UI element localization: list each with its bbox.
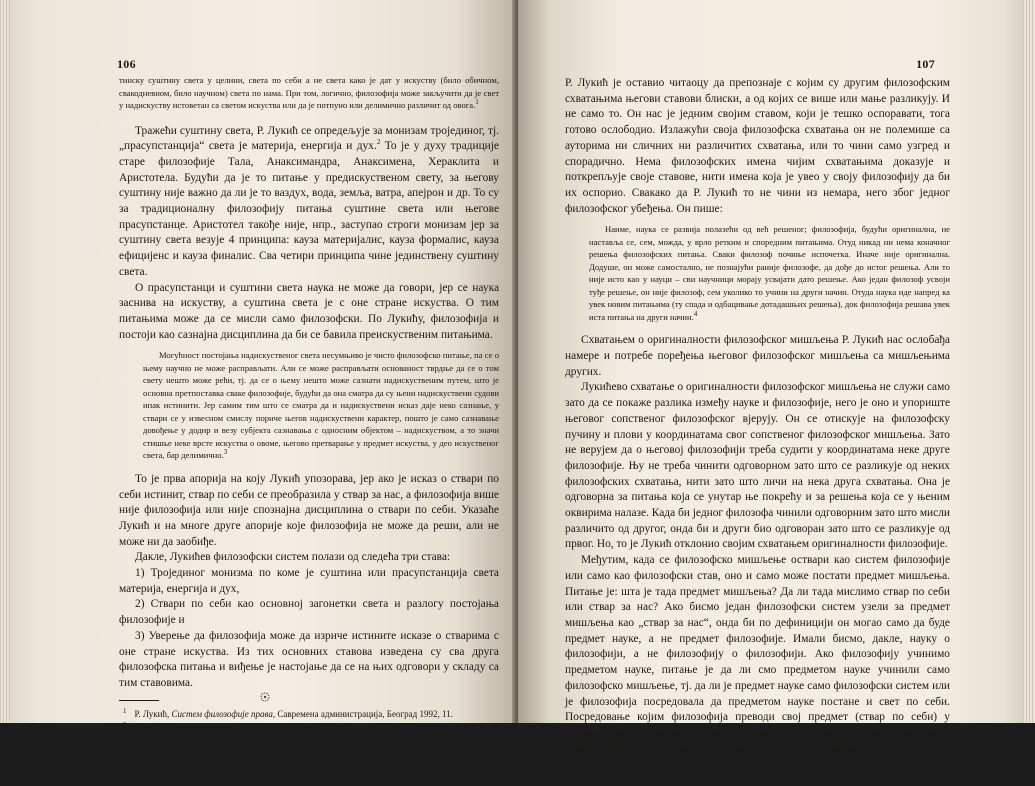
paragraph-4: Дакле, Лукићев филозофски систем полази од следећа три става: <box>135 551 451 564</box>
footnote-title: Систем филозофије права <box>171 708 273 719</box>
right-text-column <box>565 76 950 786</box>
block-quote-left-text: Могућност постојања надискуственог света несумњиво је чисто филозофско питање, па се о њему научно не може расправљати. Али се може расправљати основаност тврдње да се о том свету нешто може рећи, тј. да се о њему нешто може сазнати надискуственим путем, што је основна претпоставка сваке филозофије, будући да она сматра да су њени надискуствени судови ипак истинити. Јер самим тим што се сматра да и надискуствени исказ даје неко сазнање, у ствари се у извесном смислу пориче његов надискуствени карактер, пошто је само сазнавање довођење у додир и везу субјекта сазнавања с односним објектом – надискуством, а то значи стишње неке врсте искуства о овоме, његово претварање у предмет искуства, у део искуственог света, бар делимично. <box>143 350 499 461</box>
paragraph-3: То је прва апорија на коју Лукић упозорава, јер ако је исказ о ствари по себи истинит, ствар по себи се преобразила у ствар за нас, а филозофија више није филозофија или није спознајна дисциплина о ствари по себи. Указаће Лукић и на многе друге апорије које филозофија не може да реши, али не може ни да заобиђе. <box>119 472 499 548</box>
left-text-column <box>119 74 499 749</box>
footnote-ref-3: 3 <box>223 448 228 457</box>
right-page <box>518 0 1035 785</box>
paragraph-3: Лукићево схватање о оригиналности филозофског мишљења не служи само зато да се покаже разлика између науке и филозофије, него је оно и упориште његовог сопственог филозофског вјерују. Он се отискује на филозофску пучину и плови у координатама свог сопственог филозофског мишљења. Зато не верујем да о његовој филозофији треба судити у координатама неке друге филозофије. Њу не треба чинити одговорном зато што се разликује од неких филозофских схватања, нити зато што личи на нека друга схватања. Она је одговорна за питања која се унутар ње покрећу и за решења која се у њеним оквирима налазе. Када би једног филозофа чинили одговорним зато што мисли различито од другог, онда би и други био одговоран зато што се разликује од првог. Но, то је Лукић отклонио својим схватањем оригиналности филозофије. <box>565 381 950 551</box>
footnote-number: 1 <box>123 706 127 715</box>
block-quote-right <box>565 223 950 323</box>
footnote-text: Исто, 17. <box>134 736 170 747</box>
list-item-2: 2) Ствари по себи као основној загонетки света и разлогу постојања филозофије и <box>119 598 499 627</box>
footnote-text: Исто, 71-86. <box>134 722 182 733</box>
paragraph-4: Међутим, када се филозофско мишљење оствари као систем филозофије или само као филозофски став, оно и само може постати предмет мишљења. Питање је: шта је тада предмет мишљења? Да ли тада мислимо ствар по себи или ствар за нас? Ако бисмо један филозофски систем узели за предмет мишљења као „ствар за нас“, онда би по дефиницији он могао само да буде предмет науке, а не предмет филозофије. Имали бисмо, дакле, науку о филозофији, а не филозофију о филозофији. Ако филозофију учинимо предметом науке, питање је да ли смо предметом науке учинили само филозофско мишљење, тј. да ли је предмет науке само филозофски систем или је филозофија посредовала да предметом науке постане и свет по себи. Посредовање којим филозофија преводи свој предмет (ствар по себи) у предмет науке (ствар за нас) и само може да буде предмет мишљења, али је нејасно докле је то предмет науке, а колико је предмет фило- <box>565 554 950 755</box>
footnote <box>119 721 499 735</box>
footnote-text-rest: , Савремена администрација, Београд 1992, 11. <box>272 708 453 719</box>
footnote-number: 2 <box>123 720 127 729</box>
footnote-number: 4 <box>569 772 573 781</box>
footnote <box>119 735 499 749</box>
footnote-text: Исто, 18. <box>580 774 616 785</box>
footnote <box>119 707 499 721</box>
top-block-text: тинску суштину света у целини, света по себи а не света како је дат у искуству (било обичном, свакодневном, било научном) света по нама. При том, логично, филозофија може закључити да је свет у надискуству истоветан са светом искуства или да је потпуно или делимично различит од овога. <box>119 75 499 110</box>
left-page-edge <box>0 0 10 723</box>
footnote-rule <box>119 700 159 701</box>
list-item-3: 3) Уверење да филозофија може да изриче истините исказе о стварима с оне стране искуства. Из тих основних ставова изведена су сва друга филозофска питања и виђење је настојање да се на њих одговори у складу са тим ставовима. <box>119 629 499 689</box>
paragraph-1 <box>119 124 499 281</box>
left-page <box>0 0 518 747</box>
block-quote-right-text: Наиме, наука се развија полазећи од већ решеног; филозофија, будући оригинална, не наставља се, сем, можда, у врло ретким и споредним питањима. Отуд никад ни нема коначног решења филозофских питања. Сваки филозоф почиње испочетка. Иначе није оригинална. Додуше, он може самостално, не познајући раније филозофе, да дође до истог решења. Али то није исто као у науци – сви научници морају усвајати дато решење. Ако један филозоф усвоји туђе решење, он није филозоф, сем уколико то учини на други начин. Отуда наука иде напред ка увек новим питањима (ту спада и одбацивање дотадашњих решења), док филозофија решава увек иста питања на други начин. <box>589 224 950 322</box>
ink-mark-icon <box>258 690 272 704</box>
footnote-ref-1: 1 <box>475 98 479 107</box>
footnote-ref-4: 4 <box>693 309 698 318</box>
paragraph-1a: Тражећи суштину света, Р. Лукић се опредељује за монизам тројединог, тј. „прасупстанција“ света је материја, енергија и дух. <box>119 124 499 153</box>
right-page-edge <box>1023 0 1035 723</box>
page-number-right: 107 <box>916 57 935 71</box>
paragraph-1b: То је у духу традиције старе филозофије Тала, Анаксимандра, Анаксимена, Хераклита и Аристотела. Будући да је то питање у предискуственом свету, за његову суштину није важно да ли је то ваздух, вода, земља, ватра, апејрон и др. То су за традиционалну филозофију питања суштине света или његове прасупстанце. Аристотел такође није, нпр., заступао строги монизам јер за суштину света везује 4 принципа: кауза материјалис, кауза формалис, кауза ефицијенс и кауза финалис. Сва четири принципа чине јединствену суштину света. <box>119 140 499 278</box>
footnote-number: 3 <box>123 734 127 743</box>
footnote <box>565 772 950 786</box>
footnote-ref-2: 2 <box>376 138 381 147</box>
footnote-text: Р. Лукић, <box>134 708 172 719</box>
top-block <box>119 74 499 112</box>
footnote-rule <box>565 765 605 766</box>
list-item-1: 1) Тројединог монизма по коме је суштина или прасупстанција света материја, енергија и дух, <box>119 567 499 595</box>
page-number-left: 106 <box>117 57 136 71</box>
paragraph-2: О прасупстанци и суштини света наука не може да говори, јер се наука заснива на искуству, а суштина света је с оне стране искуства. О тим питањима може да се мисли само филозофски. По Лукићу, филозофија и постоји као сазнајна дисциплина да би се бавила преискуственим питањима. <box>119 281 499 341</box>
paragraph-2: Схватањем о оригиналности филозофског мишљења Р. Лукић нас ослобађа намере и потребе поређења његовог филозофског мишљења са мишљењима других. <box>565 334 950 378</box>
paragraph-1: Р. Лукић је оставио читаоцу да препознаје с којим су другим филозофским схватањима његови ставови блиски, а од којих се више или мање разликују. И не само то. Он нас је једним својим ставом, који је тешко оспоравати, тога готово ослободио. Излажући своја филозофска схватања он не полемише са ауторима ни сличних ни различитих схватања, или то чини само узгред и спорадично. Нема филозофских имена чијим схватањима доказује и поткрепљује своје ставове, нити имена која је увео у своју филозофију да би их оспорио. Свакако да Р. Лукић то не чини из немара, него због једног филозофског убеђења. Он пише: <box>565 77 950 215</box>
block-quote-left <box>119 349 499 462</box>
